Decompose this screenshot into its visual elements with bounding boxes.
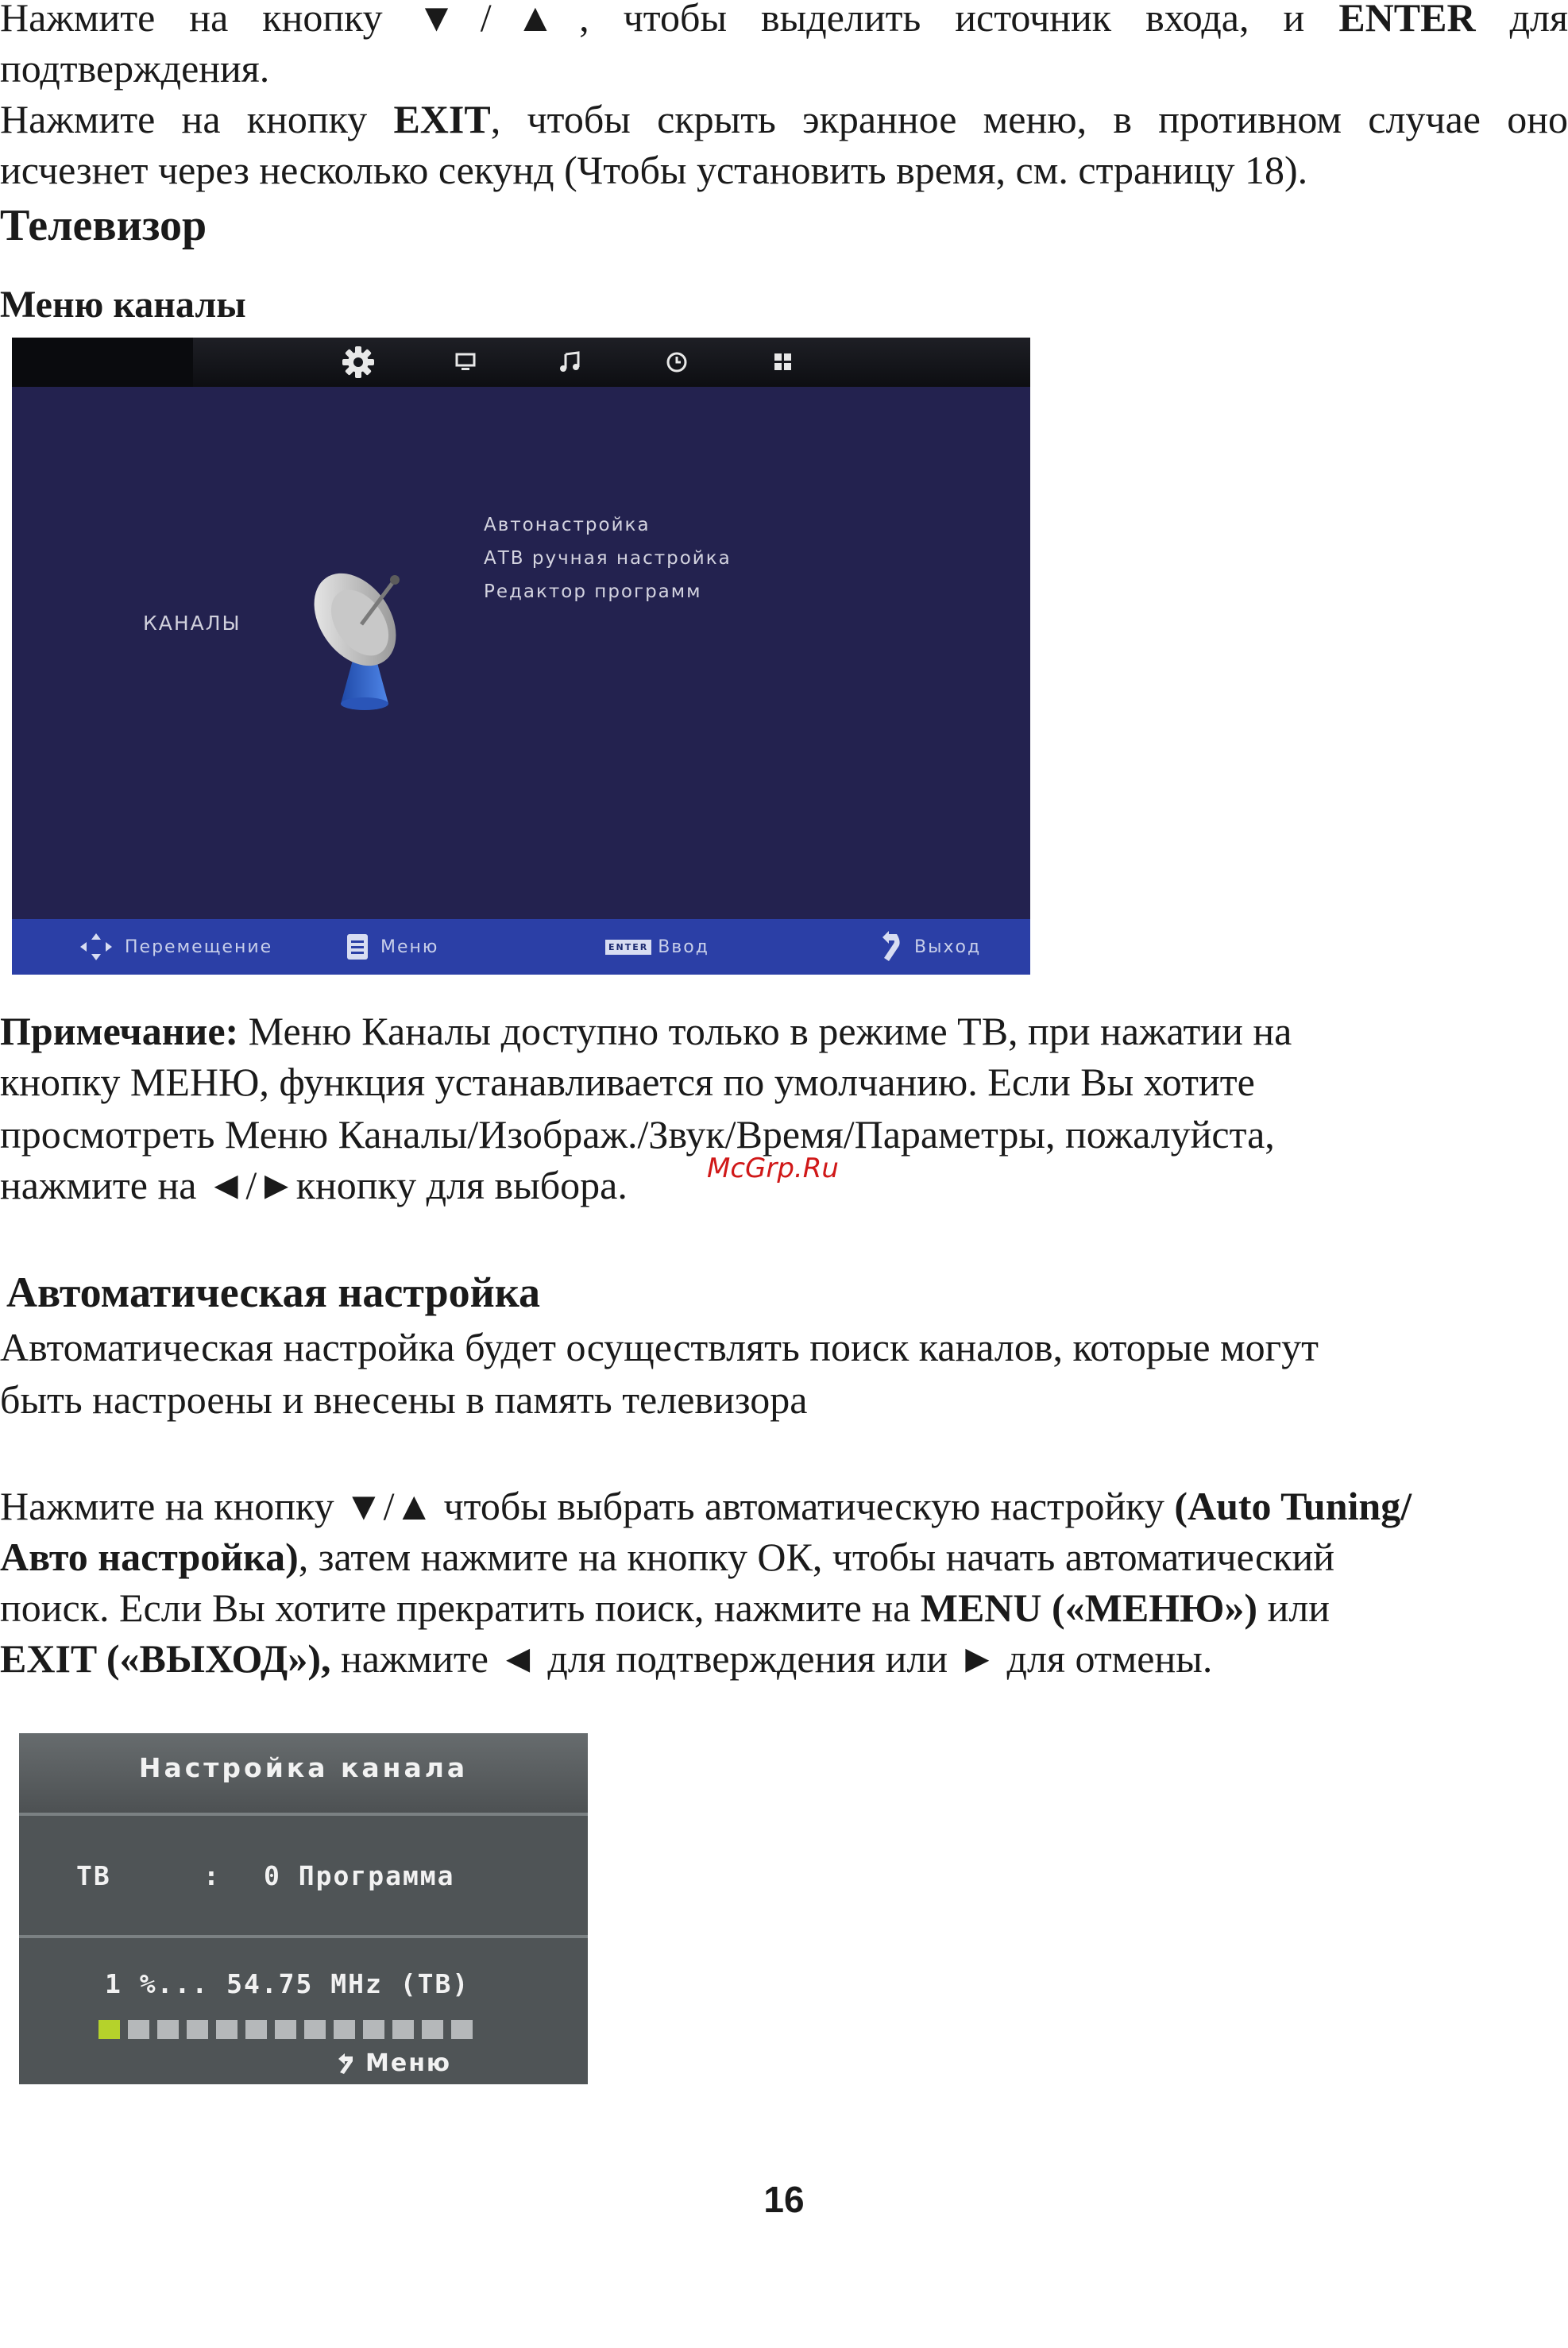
tuning-colon: : (203, 1860, 219, 1891)
progress-segment (128, 2020, 149, 2039)
gear-icon[interactable] (338, 342, 378, 382)
instr-line-1: Нажмите на кнопку ▼/▲ чтобы выбрать автоматическую настройку (Auto Tuning/ (0, 1484, 1412, 1528)
tuning-program-count: 0 Программа (264, 1860, 455, 1891)
music-note-icon[interactable] (550, 342, 590, 382)
progress-segment (363, 2020, 384, 2039)
note-line-1: Примечание: Меню Каналы доступно только в режиме ТВ, при нажатии на (0, 1009, 1292, 1053)
progress-segment (451, 2020, 473, 2039)
tuning-progress-text: 1 %... 54.75 MHz (ТВ) (105, 1968, 470, 1999)
menu-item-atv-manual[interactable]: АТВ ручная настройка (484, 548, 732, 569)
note-line-4: нажмите на ◄/►кнопку для выбора. (0, 1163, 628, 1207)
hint-enter: ENTER Ввод (605, 919, 709, 975)
return-arrow-icon (875, 931, 903, 963)
menu-category-label: КАНАЛЫ (143, 612, 241, 635)
menu-item-program-editor[interactable]: Редактор программ (484, 581, 702, 602)
menu-item-auto-tuning[interactable]: Автонастройка (484, 515, 651, 535)
hint-move: Перемещение (79, 919, 272, 975)
watermark: McGrp.Ru (707, 1153, 839, 1184)
note-line-3: просмотреть Меню Каналы/Изображ./Звук/Время/Параметры, пожалуйста, (0, 1112, 1275, 1157)
channel-tuning-dialog (19, 1733, 588, 2084)
progress-segment (216, 2020, 238, 2039)
move-arrows-icon (79, 932, 114, 962)
instr-line-4: EXIT («ВЫХОД»), нажмите ◄ для подтверждения или ► для отмены. (0, 1636, 1213, 1681)
auto-desc-line-2: быть настроены и внесены в память телевизора (0, 1377, 808, 1422)
intro-line-1: Нажмите на кнопку ▼/▲, чтобы выделить источник входа, и ENTER для (0, 0, 1568, 40)
grid-icon[interactable] (763, 342, 803, 382)
enter-key-icon: ENTER (605, 940, 651, 955)
auto-tuning-heading: Автоматическая настройка (6, 1269, 541, 1316)
progress-segment (304, 2020, 326, 2039)
tuning-divider-2 (19, 1935, 588, 1938)
subsection-title: Меню каналы (0, 284, 246, 326)
instr-line-3: поиск. Если Вы хотите прекратить поиск, нажмите на MENU («МЕНЮ») или (0, 1585, 1330, 1630)
progress-segment (422, 2020, 443, 2039)
hint-menu: Меню (346, 919, 438, 975)
hint-exit: Выход (875, 919, 981, 975)
tv-channels-menu (12, 338, 1030, 975)
tuning-progress-bar (98, 2020, 473, 2039)
intro-line-2: подтверждения. (0, 46, 270, 91)
page-number: 16 (763, 2179, 805, 2220)
progress-segment (275, 2020, 296, 2039)
auto-desc-line-1: Автоматическая настройка будет осуществлять поиск каналов, которые могут (0, 1325, 1319, 1369)
progress-segment (245, 2020, 267, 2039)
section-title: Телевизор (0, 201, 207, 250)
progress-segment (334, 2020, 355, 2039)
progress-segment (157, 2020, 179, 2039)
progress-segment (98, 2020, 120, 2039)
menu-hint-bar (12, 919, 1030, 975)
progress-segment (187, 2020, 208, 2039)
tuning-title: Настройка канала (138, 1752, 469, 1783)
menu-page-icon (346, 933, 369, 961)
intro-line-3: Нажмите на кнопку EXIT, чтобы скрыть экранное меню, в противном случае оно (0, 97, 1568, 141)
tuning-tv-label: ТВ (76, 1860, 111, 1891)
menu-top-bar-left (12, 338, 193, 387)
monitor-icon[interactable] (446, 342, 485, 382)
clock-icon[interactable] (657, 342, 697, 382)
tuning-divider-1 (19, 1813, 588, 1816)
intro-line-4: исчезнет через несколько секунд (Чтобы установить время, см. страницу 18). (0, 148, 1308, 192)
instr-line-2: Авто настройка), затем нажмите на кнопку ОК, чтобы начать автоматический (0, 1535, 1335, 1579)
note-line-2: кнопку МЕНЮ, функция устанавливается по умолчанию. Если Вы хотите (0, 1060, 1255, 1104)
progress-segment (392, 2020, 414, 2039)
satellite-dish-icon (299, 556, 434, 718)
tuning-menu-hint[interactable]: Меню (335, 2049, 451, 2077)
return-arrow-icon (335, 2053, 356, 2074)
